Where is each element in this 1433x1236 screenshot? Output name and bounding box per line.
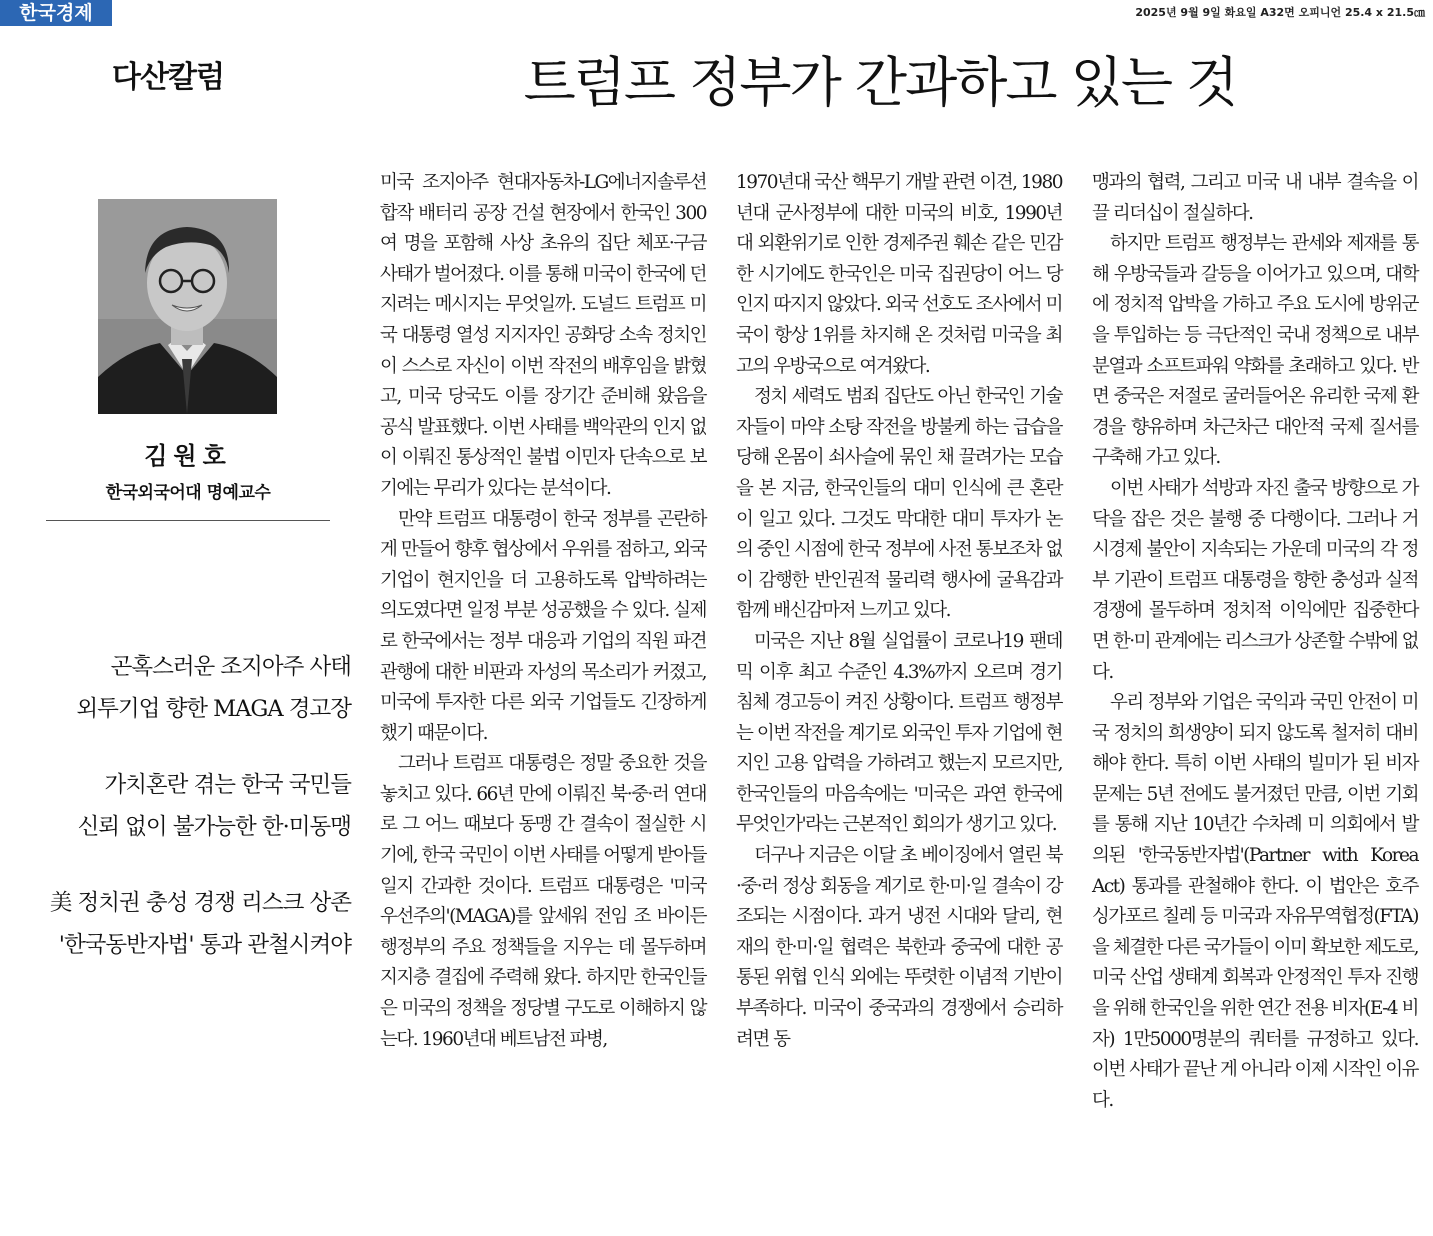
- article-column-2: [736, 168, 1062, 1055]
- article-paragraph: 이번 사태가 석방과 자진 출국 방향으로 가닥을 잡은 것은 불행 중 다행이다. 그러나 거시경제 불안이 지속되는 가운데 미국의 각 정부 기관이 트럼프 대통령을 향한 충성과 실적 경쟁에 몰두하며 정치적 이익에만 집중한다면 한·미 관계에는 리스크가 상존할 수밖에 없다.: [1092, 477, 1418, 683]
- article-paragraph: 하지만 트럼프 행정부는 관세와 제재를 통해 우방국들과 갈등을 이어가고 있으며, 대학에 정치적 압박을 가하고 주요 도시에 방위군을 투입하는 등 극단적인 국내 정책으로 내부 분열과 소프트파워 약화를 초래하고 있다. 반면 중국은 저절로 굴러들어온 유리한 국제 환경을 향유하며 차근차근 대안적 국제 질서를 구축해 가고 있다.: [1092, 233, 1418, 469]
- article-paragraph: 더구나 지금은 이달 초 베이징에서 열린 북·중·러 정상 회동을 계기로 한·미·일 결속이 강조되는 시점이다. 과거 냉전 시대와 달리, 현재의 한·미·일 협력은 북한과 중국에 대한 공통된 위협 인식 외에는 뚜렷한 이념적 기반이 부족하다. 미국이 중국과의 경쟁에서 승리하려면 동: [736, 845, 1062, 1050]
- article-paragraph: 그러나 트럼프 대통령은 정말 중요한 것을 놓치고 있다. 66년 만에 이뤄진 북·중·러 연대로 그 어느 때보다 동맹 간 결속이 절실한 시기에, 한국 국민이 이번 사태를 어떻게 받아들일지 간과한 것이다. 트럼프 대통령은 '미국 우선주의'(MAGA)를 앞세워 전임 조 바이든 행정부의 주요 정책들을 지우는 데 몰두하며 지지층 결집에 주력해 왔다. 하지만 한국인들은 미국의 정책을 정당별 구도로 이해하지 않는다. 1960년대 베트남전 파병,: [380, 753, 706, 1050]
- author-affiliation: 한국외국어대 명예교수: [105, 483, 271, 503]
- article-column-3: [1092, 168, 1418, 1116]
- article-paragraph: 정치 세력도 범죄 집단도 아닌 한국인 기술자들이 마약 소탕 작전을 방불케 하는 급습을 당해 온몸이 쇠사슬에 묶인 채 끌려가는 모습을 본 지금, 한국인들의 대미 인식에 큰 혼란이 일고 있다. 그것도 막대한 대미 투자가 논의 중인 시점에 한국 정부에 사전 통보조차 없이 감행한 반인권적 물리력 행사에 굴욕감과 함께 배신감마저 느끼고 있다.: [736, 386, 1062, 622]
- publication-info: 2025년 9월 9일 화요일 A32면 오피니언 25.4 x 21.5㎝: [1135, 6, 1425, 19]
- subheading: [50, 646, 351, 730]
- article-column-1: [380, 168, 706, 1055]
- subheadings: [50, 646, 351, 1000]
- column-section-title: 다산칼럼: [112, 60, 224, 95]
- subheading-line: 美 정치권 충성 경쟁 리스크 상존: [49, 890, 351, 916]
- subheading-line: 곤혹스러운 조지아주 사태: [110, 654, 351, 680]
- subheading: [50, 764, 351, 848]
- newspaper-masthead: 한국경제: [0, 0, 112, 26]
- subheading-line: 외투기업 향한 MAGA 경고장: [76, 696, 351, 722]
- article-paragraph: 만약 트럼프 대통령이 한국 정부를 곤란하게 만들어 향후 협상에서 우위를 점하고, 외국 기업이 현지인을 더 고용하도록 압박하려는 의도였다면 일정 부분 성공했을 수 있다. 실제로 한국에서는 정부 대응과 기업의 직원 파견 관행에 대한 비판과 자성의 목소리가 커졌고, 미국에 투자한 다른 외국 기업들도 긴장하게 했기 때문이다.: [380, 508, 706, 744]
- subheading: [50, 882, 351, 966]
- divider: [46, 520, 330, 521]
- subheading-line: '한국동반자법' 통과 관철시켜야: [58, 932, 351, 958]
- subheading-line: 가치혼란 겪는 한국 국민들: [104, 772, 351, 798]
- author-photo: [98, 199, 277, 414]
- article-paragraph: 미국 조지아주 현대자동차-LG에너지솔루션 합작 배터리 공장 건설 현장에서 한국인 300여 명을 포함해 사상 초유의 집단 체포·구금 사태가 벌어졌다. 이를 통해 미국이 한국에 던지려는 메시지는 무엇일까. 도널드 트럼프 미국 대통령 열성 지지자인 공화당 소속 정치인이 스스로 자신이 이번 작전의 배후임을 밝혔고, 미국 당국도 이를 장기간 준비해 왔음을 공식 발표했다. 이번 사태를 백악관의 인지 없이 이뤄진 통상적인 불법 이민자 단속으로 보기에는 무리가 있다는 분석이다.: [380, 172, 706, 499]
- headline: 트럼프 정부가 간과하고 있는 것: [523, 51, 1237, 114]
- article-paragraph: 미국은 지난 8월 실업률이 코로나19 팬데믹 이후 최고 수준인 4.3%까지 오르며 경기 침체 경고등이 켜진 상황이다. 트럼프 행정부는 이번 작전을 계기로 외국인 투자 기업에 현지인 고용 압력을 가하려고 했는지 모르지만, 한국인들의 마음속에는 '미국은 과연 한국에 무엇인가'라는 근본적인 회의가 생기고 있다.: [736, 630, 1062, 836]
- article-paragraph: 1970년대 국산 핵무기 개발 관련 이견, 1980년대 군사정부에 대한 미국의 비호, 1990년대 외환위기로 인한 경제주권 훼손 같은 민감한 시기에도 한국인은 미국 집권당이 어느 당인지 따지지 않았다. 외국 선호도 조사에서 미국이 항상 1위를 차지해 온 것처럼 미국을 최고의 우방국으로 여겨왔다.: [736, 172, 1062, 377]
- author-name: 김원호: [144, 442, 232, 470]
- article-paragraph: 우리 정부와 기업은 국익과 국민 안전이 미국 정치의 희생양이 되지 않도록 철저히 대비해야 한다. 특히 이번 사태의 빌미가 된 비자 문제는 5년 전에도 불거졌던 만큼, 이번 기회를 통해 지난 10년간 수차례 미 의회에서 발의된 '한국동반자법'(Partner with Korea Act) 통과를 관철해야 한다. 이 법안은 호주 싱가포르 칠레 등 미국과 자유무역협정(FTA)을 체결한 다른 국가들이 이미 확보한 제도로, 미국 산업 생태계 회복과 안정적인 투자 진행을 위해 한국인을 위한 연간 전용 비자(E-4 비자) 1만5000명분의 쿼터를 규정하고 있다. 이번 사태가 끝난 게 아니라 이제 시작인 이유다.: [1092, 692, 1418, 1111]
- subheading-line: 신뢰 없이 불가능한 한·미동맹: [77, 814, 351, 840]
- article-paragraph: 맹과의 협력, 그리고 미국 내 내부 결속을 이끌 리더십이 절실하다.: [1092, 172, 1418, 224]
